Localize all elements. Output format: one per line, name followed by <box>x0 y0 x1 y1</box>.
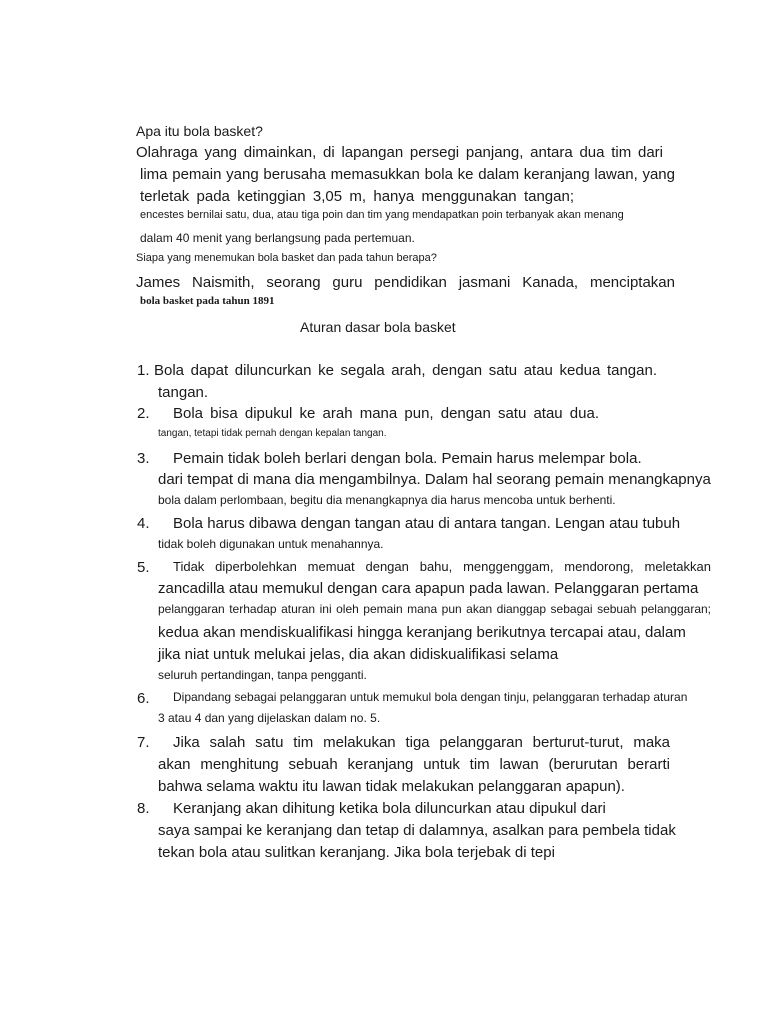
paragraph-line: lima pemain yang berusaha memasukkan bola ke dalam keranjang lawan, yang <box>140 166 675 183</box>
rule-line: bahwa selama waktu itu lawan tidak melakukan pelanggaran apapun). <box>158 778 625 795</box>
section-heading: Aturan dasar bola basket <box>300 319 456 335</box>
rule-line: Tidak diperbolehkan memuat dengan bahu, menggenggam, mendorong, meletakkan <box>173 559 711 574</box>
rule-line: tidak boleh digunakan untuk menahannya. <box>158 537 384 551</box>
rule-line: pelanggaran terhadap aturan ini oleh pemain mana pun akan dianggap sebagai sebuah pelanggaran; <box>158 602 711 616</box>
rule-line: Keranjang akan dihitung ketika bola diluncurkan atau dipukul dari <box>173 800 606 817</box>
rule-line: Pemain tidak boleh berlari dengan bola. Pemain harus melempar bola. <box>173 450 642 467</box>
question-what-is-basketball: Apa itu bola basket? <box>136 123 263 139</box>
rule-number: 7. <box>137 734 150 751</box>
rule-line: kedua akan mendiskualifikasi hingga keranjang berikutnya tercapai atau, dalam <box>158 624 686 641</box>
rule-line: tekan bola atau sulitkan keranjang. Jika bola terjebak di tepi <box>158 844 555 861</box>
rule-number: 5. <box>137 559 150 576</box>
question-who-invented: Siapa yang menemukan bola basket dan pada tahun berapa? <box>136 252 437 264</box>
rule-line: Bola harus dibawa dengan tangan atau di antara tangan. Lengan atau tubuh <box>173 515 681 532</box>
rule-line: tangan. <box>158 384 209 401</box>
paragraph-line: encestes bernilai satu, dua, atau tiga poin dan tim yang mendapatkan poin terbanyak akan menang <box>140 209 624 221</box>
rule-line: 3 atau 4 dan yang dijelaskan dalam no. 5. <box>158 711 381 725</box>
rule-number: 2. <box>137 405 150 422</box>
rule-number: 8. <box>137 800 150 817</box>
rule-line: dari tempat di mana dia mengambilnya. Dalam hal seorang pemain menangkapnya <box>158 471 711 488</box>
rule-line: jika niat untuk melukai jelas, dia akan didiskualifikasi selama <box>158 646 559 663</box>
rule-line: Bola dapat diluncurkan ke segala arah, dengan satu atau kedua tangan. <box>154 362 657 379</box>
rule-line: zancadilla atau memukul dengan cara apapun pada lawan. Pelanggaran pertama <box>158 580 699 597</box>
rule-line: Dipandang sebagai pelanggaran untuk memukul bola dengan tinju, pelanggaran terhadap aturan <box>173 690 688 704</box>
rule-line: bola dalam perlombaan, begitu dia menangkapnya dia harus mencoba untuk berhenti. <box>158 493 616 507</box>
paragraph-line: terletak pada ketinggian 3,05 m, hanya menggunakan tangan; <box>140 188 574 205</box>
rule-number: 3. <box>137 450 150 467</box>
rule-line: seluruh pertandingan, tanpa pengganti. <box>158 668 367 682</box>
rule-line: akan menghitung sebuah keranjang untuk tim lawan (berurutan berarti <box>158 756 670 773</box>
rule-line: Bola bisa dipukul ke arah mana pun, dengan satu atau dua. <box>173 405 599 422</box>
rule-number: 1. <box>137 362 150 379</box>
rule-line: saya sampai ke keranjang dan tetap di dalamnya, asalkan para pembela tidak <box>158 822 676 839</box>
rule-number: 4. <box>137 515 150 532</box>
paragraph-line: dalam 40 menit yang berlangsung pada pertemuan. <box>140 231 415 245</box>
paragraph-line: James Naismith, seorang guru pendidikan jasmani Kanada, menciptakan <box>136 274 675 291</box>
paragraph-line: bola basket pada tahun 1891 <box>140 295 275 307</box>
rule-number: 6. <box>137 690 150 707</box>
rule-line: Jika salah satu tim melakukan tiga pelanggaran berturut-turut, maka <box>173 734 670 751</box>
rule-line: tangan, tetapi tidak pernah dengan kepalan tangan. <box>158 428 387 439</box>
paragraph-line: Olahraga yang dimainkan, di lapangan persegi panjang, antara dua tim dari <box>136 144 663 161</box>
